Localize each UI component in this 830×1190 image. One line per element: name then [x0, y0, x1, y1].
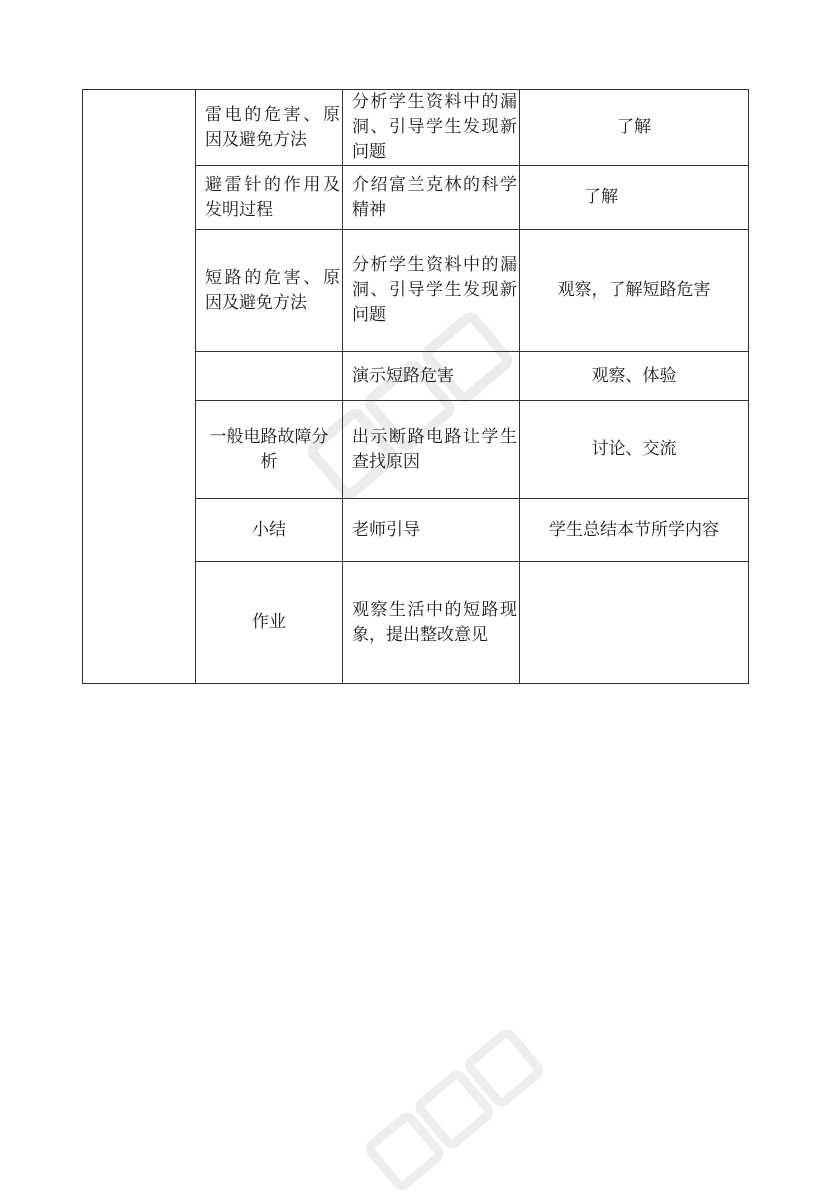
student-activity-cell: 了解	[520, 90, 749, 166]
teacher-activity-cell: 分析学生资料中的漏洞、引导学生发现新问题	[343, 230, 520, 352]
topic-cell: 小结	[196, 499, 343, 562]
teacher-activity-cell: 观察生活中的短路现象，提出整改意见	[343, 562, 520, 684]
student-activity-cell: 观察，了解短路危害	[520, 230, 749, 352]
topic-cell: 雷电的危害、原因及避免方法	[196, 90, 343, 166]
teacher-activity-cell: 分析学生资料中的漏洞、引导学生发现新问题	[343, 90, 520, 166]
student-activity-cell: 讨论、交流	[520, 401, 749, 499]
teacher-activity-cell: 演示短路危害	[343, 352, 520, 401]
topic-cell: 避雷针的作用及发明过程	[196, 166, 343, 230]
student-activity-cell: 了解	[520, 166, 749, 230]
topic-cell: 作业	[196, 562, 343, 684]
student-activity-cell: 学生总结本节所学内容	[520, 499, 749, 562]
topic-cell: 短路的危害、原因及避免方法	[196, 230, 343, 352]
table-row	[83, 90, 749, 166]
stage-column-cell	[83, 90, 196, 684]
teacher-activity-cell: 介绍富兰克林的科学精神	[343, 166, 520, 230]
topic-cell	[196, 352, 343, 401]
watermark-logo-bottom	[350, 1030, 570, 1190]
topic-cell: 一般电路故障分析	[196, 401, 343, 499]
lesson-plan-table	[82, 89, 749, 684]
student-activity-cell	[520, 562, 749, 684]
teacher-activity-cell: 出示断路电路让学生查找原因	[343, 401, 520, 499]
student-activity-cell: 观察、体验	[520, 352, 749, 401]
teacher-activity-cell: 老师引导	[343, 499, 520, 562]
